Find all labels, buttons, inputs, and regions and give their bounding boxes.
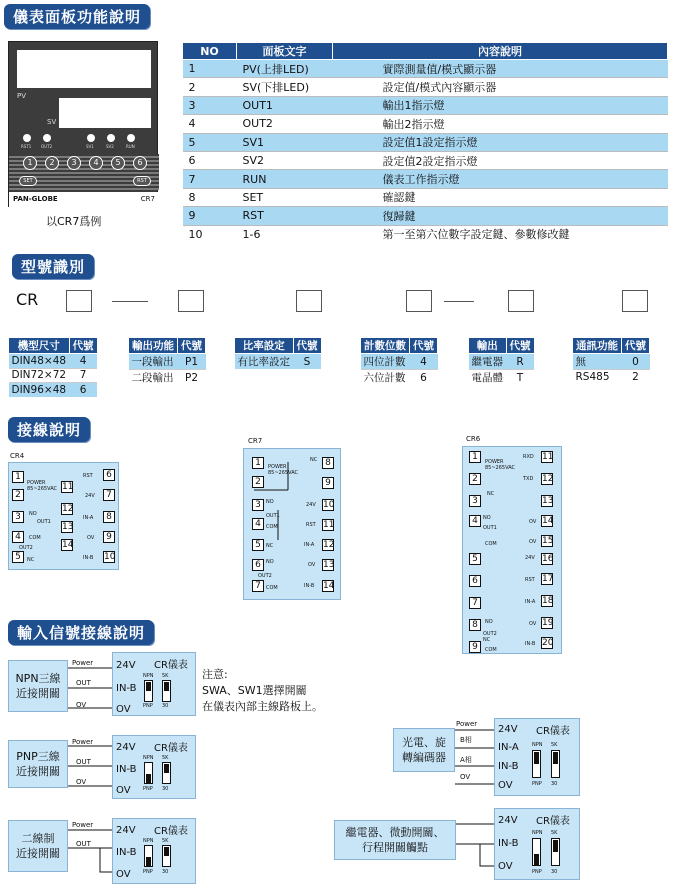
v24-label: 24V <box>116 825 136 836</box>
npn-label: NPN <box>532 830 543 836</box>
row-no: 2 <box>183 78 237 96</box>
note-line1: SWA、SW1選擇開關 <box>202 684 307 697</box>
ov-label: OV <box>529 519 537 525</box>
panel-caption: 以CR7爲例 <box>46 215 102 228</box>
no-label: NO <box>485 619 493 625</box>
no-label: NO <box>266 499 274 505</box>
ov-label: OV <box>529 621 537 627</box>
volt-label: 85~265VAC <box>485 465 516 471</box>
row-content: 第一至第六位數字設定鍵、參數修改鍵 <box>333 225 668 243</box>
row-content: 輸出2指示燈 <box>333 115 668 133</box>
terminal: 8 <box>469 619 481 631</box>
key-1[interactable]: 1 <box>23 156 37 170</box>
nc-label: NC <box>266 543 274 549</box>
cell-label: DIN72×72 <box>9 368 70 383</box>
row-panel-text: SV(下排LED) <box>237 78 333 96</box>
v24-label: 24V <box>498 724 518 735</box>
inb-label: IN-B <box>116 847 137 858</box>
terminal: 5 <box>12 551 24 563</box>
th: 代號 <box>506 338 534 354</box>
cell-label: 無 <box>573 354 622 370</box>
phase-a-label: A相 <box>460 756 472 764</box>
row-content: 確認鍵 <box>333 188 668 206</box>
out-wire-label: OUT <box>76 758 91 766</box>
meter-label: CR儀表 <box>536 816 570 827</box>
terminal: 16 <box>542 554 554 564</box>
cell-label: 有比率設定 <box>235 354 294 370</box>
key-5[interactable]: 5 <box>111 156 125 170</box>
com-label: COM <box>29 535 41 541</box>
no-label: NO <box>266 559 274 565</box>
cell-label: DIN96×48 <box>9 383 70 398</box>
terminal: 4 <box>12 531 24 543</box>
ov-label: OV <box>116 704 131 715</box>
pnp-sensor-box: PNP三線 近接開關 <box>8 740 68 788</box>
npn-label: NPN <box>143 673 154 679</box>
meter-label: CR儀表 <box>536 726 570 737</box>
com-label: COM <box>266 585 278 591</box>
nc-label: NC <box>487 491 495 497</box>
cell-label: 四位計數 <box>361 354 410 370</box>
relay-box: 繼電器、微動開關、 行程開關觸點 <box>334 820 456 860</box>
row-content: 輸出1指示燈 <box>333 96 668 114</box>
out-wire-label: OUT <box>76 840 91 848</box>
terminal: 15 <box>542 536 554 546</box>
th: 計數位數 <box>361 338 410 354</box>
cell-label: DIN48×48 <box>9 354 70 369</box>
terminal: 9 <box>103 531 115 543</box>
terminal: 1 <box>252 457 264 469</box>
ov-wire-label: OV <box>460 773 471 781</box>
terminal: 14 <box>323 581 335 591</box>
out1-label: OUT1 <box>37 519 51 525</box>
model-prefix: CR <box>16 290 39 309</box>
row-no: 5 <box>183 133 237 151</box>
v24-label: 24V <box>306 502 316 508</box>
k30-label: 30 <box>551 869 558 875</box>
row-panel-text: OUT1 <box>237 96 333 114</box>
inb-label: IN-B <box>116 683 137 694</box>
volt-label: 85~265VAC <box>27 486 58 492</box>
terminal: 13 <box>323 560 335 570</box>
th: 代號 <box>622 338 650 354</box>
row-no: 1 <box>183 60 237 78</box>
rxd-label: RXD <box>523 454 534 460</box>
terminal: 14 <box>62 540 74 550</box>
terminal: 11 <box>62 482 74 492</box>
col-panel-text: 面板文字 <box>237 43 333 60</box>
com-label: COM <box>485 541 497 547</box>
row-content: 儀表工作指示燈 <box>333 170 668 188</box>
pv-label: PV <box>17 92 27 100</box>
cell-code: R <box>506 354 534 370</box>
terminal: 2 <box>469 473 481 485</box>
cell-code: 4 <box>410 354 438 370</box>
encoder-box: 光電、旋 轉編碼器 <box>393 728 455 772</box>
led-label: SV1 <box>86 144 94 149</box>
row-no: 10 <box>183 225 237 243</box>
no-label: NO <box>29 511 37 517</box>
row-panel-text: SV2 <box>237 151 333 169</box>
row-panel-text: RUN <box>237 170 333 188</box>
inb-label: IN-B <box>498 838 519 849</box>
note-title: 注意: <box>202 668 228 681</box>
terminal: 6 <box>469 575 481 587</box>
th: 通訊功能 <box>573 338 622 354</box>
cell-code: 7 <box>69 368 97 383</box>
cell-code: S <box>293 354 321 370</box>
inb-label: IN-B <box>304 583 315 589</box>
k5-label: 5K <box>162 755 169 761</box>
npn-label: NPN <box>143 838 154 844</box>
ov-label: OV <box>116 785 131 796</box>
row-content: 設定值1設定指示燈 <box>333 133 668 151</box>
phase-b-label: B相 <box>460 736 472 744</box>
th: 輸出功能 <box>129 338 178 354</box>
terminal: 7 <box>469 597 481 609</box>
row-panel-text: OUT2 <box>237 115 333 133</box>
k5-label: 5K <box>162 838 169 844</box>
cell-label: 繼電器 <box>469 354 507 370</box>
out2-label: OUT2 <box>19 545 33 551</box>
inb-label: IN-B <box>116 764 137 775</box>
terminal: 2 <box>252 476 264 488</box>
terminal: 18 <box>542 596 554 606</box>
v24-label: 24V <box>116 742 136 753</box>
set-key[interactable]: SET <box>19 176 37 186</box>
v24-label: 24V <box>85 493 95 499</box>
pnp-label: PNP <box>143 703 153 709</box>
k5-label: 5K <box>551 830 558 836</box>
led-label: SV2 <box>106 144 114 149</box>
ov-wire-label: OV <box>76 778 87 786</box>
ov-label: OV <box>498 861 513 872</box>
led-label: RUN <box>126 144 135 149</box>
terminal: 8 <box>322 457 334 469</box>
terminal: 2 <box>12 489 24 501</box>
cell-code: 0 <box>622 354 650 370</box>
note-line2: 在儀表內部主線路板上。 <box>202 700 323 713</box>
cell-code: P1 <box>178 354 206 370</box>
power-label: POWER <box>268 464 287 470</box>
cell-label: 一段輸出 <box>129 354 178 370</box>
cell-label: 電晶體 <box>469 370 507 386</box>
section-input-title: 輸入信號接線說明 <box>8 620 154 645</box>
th: 輸出 <box>469 338 507 354</box>
th: 代號 <box>69 338 97 354</box>
led-label: RST1 <box>21 144 32 149</box>
ina-label: IN-A <box>525 599 536 605</box>
cell-code: 6 <box>69 383 97 398</box>
txd-label: TXD <box>523 476 534 482</box>
col-content: 內容說明 <box>333 43 668 60</box>
power-wire-label: Power <box>72 821 94 829</box>
inb-label: IN-B <box>83 555 94 561</box>
terminal: 3 <box>252 499 264 511</box>
out2-label: OUT2 <box>258 573 272 579</box>
rst-key[interactable]: RST <box>133 176 151 186</box>
npn-sensor-box: NPN三線 近接開關 <box>8 660 68 712</box>
k30-label: 30 <box>162 786 169 792</box>
terminal: 12 <box>542 474 554 484</box>
npn-label: NPN <box>532 742 543 748</box>
th: 機型尺寸 <box>9 338 70 354</box>
row-panel-text: SV1 <box>237 133 333 151</box>
ov-label: OV <box>498 780 513 791</box>
meter-label: CR儀表 <box>154 660 188 671</box>
th: 代號 <box>410 338 438 354</box>
terminal: 10 <box>104 552 116 562</box>
sv-label: SV <box>47 118 57 126</box>
ov-label: OV <box>116 869 131 880</box>
section-model-title: 型號識別 <box>12 254 94 279</box>
terminal: 20 <box>542 638 554 648</box>
row-no: 8 <box>183 188 237 206</box>
v24-label: 24V <box>116 660 136 671</box>
out-wire-label: OUT <box>76 679 91 687</box>
pnp-label: PNP <box>532 869 542 875</box>
terminal: 4 <box>469 515 481 527</box>
com-label: COM <box>266 524 278 530</box>
row-no: 4 <box>183 115 237 133</box>
rst-label: RST <box>83 473 93 479</box>
ov-label: OV <box>308 562 316 568</box>
terminal: 9 <box>322 477 334 489</box>
ov-label: OV <box>529 539 537 545</box>
cell-label: 二段輸出 <box>129 370 178 386</box>
row-no: 6 <box>183 151 237 169</box>
terminal: 6 <box>103 469 115 481</box>
v24-label: 24V <box>525 555 535 561</box>
section-panel-title: 儀表面板功能說明 <box>4 4 150 29</box>
ina-label: IN-A <box>498 742 519 753</box>
key-4[interactable]: 4 <box>89 156 103 170</box>
row-content: 復歸鍵 <box>333 207 668 225</box>
rst-label: RST <box>525 577 535 583</box>
row-no: 3 <box>183 96 237 114</box>
terminal: 1 <box>12 471 24 483</box>
terminal: 7 <box>252 580 264 592</box>
cr6-title: CR6 <box>466 435 481 443</box>
th: 代號 <box>293 338 321 354</box>
row-panel-text: RST <box>237 207 333 225</box>
com-label: COM <box>485 647 497 653</box>
npn-label: NPN <box>143 755 154 761</box>
th: 代號 <box>178 338 206 354</box>
terminal: 9 <box>469 641 481 653</box>
row-no: 7 <box>183 170 237 188</box>
meter-label: CR儀表 <box>154 743 188 754</box>
terminal: 3 <box>469 495 481 507</box>
terminal: 11 <box>542 452 554 462</box>
terminal: 5 <box>469 553 481 565</box>
row-content: 設定值/模式內容顯示器 <box>333 78 668 96</box>
row-panel-text: SET <box>237 188 333 206</box>
terminal: 4 <box>252 518 264 530</box>
cell-label: 六位計數 <box>361 370 410 386</box>
th: 比率設定 <box>235 338 294 354</box>
inb-label: IN-B <box>498 761 519 772</box>
pnp-label: PNP <box>143 786 153 792</box>
no-label: NO <box>483 515 491 521</box>
terminal: 19 <box>542 618 554 628</box>
v24-label: 24V <box>498 815 518 826</box>
terminal: 8 <box>103 511 115 523</box>
nc-label: NC <box>310 457 318 463</box>
k30-label: 30 <box>162 869 169 875</box>
terminal: 14 <box>542 516 554 526</box>
key-6[interactable]: 6 <box>133 156 147 170</box>
cell-label: RS485 <box>573 370 622 385</box>
meter-label: CR儀表 <box>154 826 188 837</box>
terminal: 5 <box>252 539 264 551</box>
terminal: 12 <box>323 540 335 550</box>
rst-label: RST <box>306 522 316 528</box>
terminal: 13 <box>62 522 74 532</box>
nc-label: NC <box>27 557 35 563</box>
row-no: 9 <box>183 207 237 225</box>
ina-label: IN-A <box>304 542 315 548</box>
inb-label: IN-B <box>525 641 536 647</box>
cell-code: T <box>506 370 534 386</box>
k5-label: 5K <box>551 742 558 748</box>
cell-code: P2 <box>178 370 206 386</box>
row-content: 設定值2設定指示燈 <box>333 151 668 169</box>
k5-label: 5K <box>162 673 169 679</box>
row-panel-text: 1-6 <box>237 225 333 243</box>
key-3[interactable]: 3 <box>67 156 81 170</box>
ov-label: OV <box>87 535 95 541</box>
power-wire-label: Power <box>456 720 478 728</box>
col-no: NO <box>183 43 237 60</box>
ov-wire-label: OV <box>76 701 87 709</box>
out1-label: OUT1 <box>483 525 497 531</box>
nc-label: NC <box>483 637 491 643</box>
two-wire-sensor-box: 二線制 近接開關 <box>8 820 68 872</box>
cell-code: 6 <box>410 370 438 386</box>
brand-logo: PAN-GLOBE <box>13 195 58 203</box>
terminal: 13 <box>542 496 554 506</box>
cr7-title: CR7 <box>248 437 263 445</box>
ina-label: IN-A <box>83 515 94 521</box>
terminal: 6 <box>252 559 264 571</box>
power-label: POWER <box>27 480 46 486</box>
panel-model: CR7 <box>140 195 155 203</box>
power-wire-label: Power <box>72 738 94 746</box>
led-label: OUT2 <box>41 144 53 149</box>
terminal: 10 <box>323 500 335 510</box>
cell-code: 4 <box>69 354 97 369</box>
cr4-title: CR4 <box>10 452 25 460</box>
k30-label: 30 <box>162 703 169 709</box>
cell-code: 2 <box>622 370 650 385</box>
terminal: 11 <box>323 520 335 530</box>
pnp-label: PNP <box>143 869 153 875</box>
power-wire-label: Power <box>72 659 94 667</box>
k30-label: 30 <box>551 781 558 787</box>
out1-label: OUT1 <box>266 513 280 519</box>
row-content: 實際測量值/模式顯示器 <box>333 60 668 78</box>
out2-label: OUT2 <box>483 631 497 637</box>
terminal: 17 <box>542 574 554 584</box>
terminal: 1 <box>469 451 481 463</box>
terminal: 3 <box>12 511 24 523</box>
volt-label: 85~265VAC <box>268 470 299 476</box>
power-label: POWER <box>485 459 504 465</box>
terminal: 12 <box>62 504 74 514</box>
terminal: 7 <box>103 489 115 501</box>
key-2[interactable]: 2 <box>45 156 59 170</box>
row-panel-text: PV(上排LED) <box>237 60 333 78</box>
pnp-label: PNP <box>532 781 542 787</box>
section-wiring-title: 接線說明 <box>8 417 90 442</box>
